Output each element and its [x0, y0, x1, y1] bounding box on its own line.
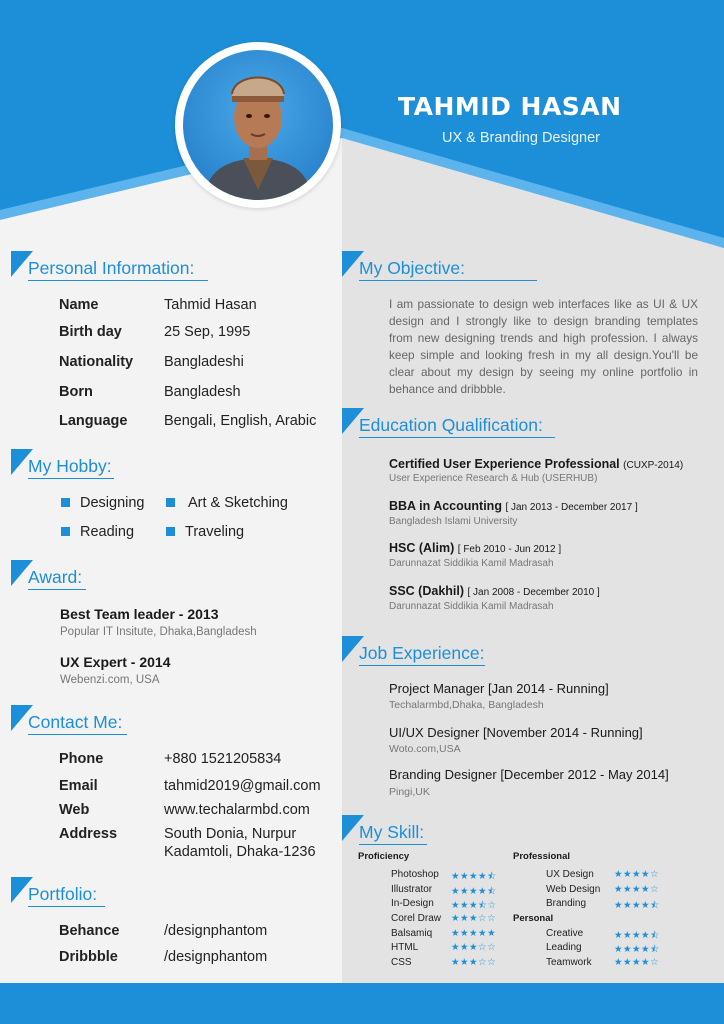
skill-name: HTML — [391, 942, 419, 953]
section-underline — [28, 734, 127, 735]
job-title — [389, 681, 609, 696]
contact-email[interactable]: tahmid2019@gmail.com — [164, 778, 321, 794]
skill-category-personal: Personal — [513, 913, 554, 924]
section-underline — [359, 280, 537, 281]
section-title: Portfolio: — [28, 884, 98, 904]
job-position: Branding Designer — [389, 767, 497, 782]
education-degree: SSC (Dakhil) — [389, 584, 465, 598]
hobby-item: Traveling — [185, 524, 245, 540]
education-degree: BBA in Accounting — [389, 499, 502, 513]
section-title: My Objective: — [359, 258, 465, 278]
job-position: Project Manager — [389, 681, 485, 696]
skill-rating-stars-icon: ★★★☆☆ — [451, 913, 497, 924]
personal-value-birthday: 25 Sep, 1995 — [164, 324, 251, 340]
skill-rating-stars-icon: ★★★★★ — [451, 928, 497, 939]
hobby-item: Reading — [80, 524, 135, 540]
resume-name: TAHMID HASAN — [398, 92, 622, 121]
skill-name: Illustrator — [391, 884, 433, 895]
skill-rating-stars-icon: ★★★★☆ — [614, 957, 660, 968]
contact-address-line1: South Donia, Nurpur — [164, 826, 297, 842]
section-underline — [359, 844, 427, 845]
job-period: [December 2012 - May 2014] — [500, 767, 669, 782]
resume-role: UX & Branding Designer — [442, 130, 600, 146]
section-underline — [28, 478, 114, 479]
job-company: Techalarmbd,Dhaka, Bangladesh — [389, 699, 544, 711]
skill-rating-stars-icon: ★★★★⯪ — [614, 944, 660, 955]
skill-name: Branding — [546, 898, 587, 909]
hobby-item: Art & Sketching — [188, 495, 288, 511]
job-company: Woto.com,USA — [389, 743, 461, 755]
personal-value-born: Bangladesh — [164, 384, 241, 400]
education-degree: HSC (Alim) — [389, 541, 455, 555]
bullet-square-icon — [166, 527, 175, 536]
section-title: Job Experience: — [359, 643, 485, 663]
bullet-square-icon — [61, 527, 70, 536]
contact-address-line2: Kadamtoli, Dhaka-1236 — [164, 844, 316, 860]
objective-text: I am passionate to design web interfaces like as UI & UX design and I strongly like to design branding templates from new designing trends and high profession. I always keep simple and looking fresh in my all design.You'll be clear about my design by seeing my online portfolio in behance and dribbble. — [389, 297, 698, 396]
personal-key-born: Born — [59, 384, 93, 400]
portfolio-key-dribbble: Dribbble — [59, 949, 118, 965]
personal-key-name: Name — [59, 297, 99, 313]
job-company: Pingi,UK — [389, 786, 430, 798]
skill-rating-stars-icon: ★★★★⯪ — [614, 900, 660, 911]
personal-key-language: Language — [59, 413, 128, 429]
job-period: [Jan 2014 - Running] — [488, 681, 609, 696]
job-title — [389, 767, 669, 782]
section-underline — [359, 437, 555, 438]
education-extra: (CUXP-2014) — [623, 460, 684, 471]
education-extra: [ Feb 2010 - Jun 2012 ] — [457, 544, 562, 555]
skill-category-proficiency: Proficiency — [358, 851, 410, 862]
skill-name: Balsamiq — [391, 928, 433, 939]
award-title: Best Team leader - 2013 — [60, 606, 219, 622]
section-title: Contact Me: — [28, 712, 123, 732]
personal-value-name: Tahmid Hasan — [164, 297, 257, 313]
education-title — [389, 541, 561, 555]
portfolio-link-dribbble[interactable]: /designphantom — [164, 949, 268, 965]
section-title: My Skill: — [359, 822, 425, 842]
skill-name: In-Design — [391, 898, 434, 909]
skill-name: Web Design — [546, 884, 601, 895]
award-subtitle: Popular IT Insitute, Dhaka,Bangladesh — [60, 626, 257, 638]
skill-name: UX Design — [546, 869, 594, 880]
skill-rating-stars-icon: ★★★★☆ — [614, 884, 660, 895]
footer-bar — [0, 983, 724, 1024]
contact-web[interactable]: www.techalarmbd.com — [164, 802, 310, 818]
education-degree: Certified User Experience Professional — [389, 457, 620, 471]
job-position: UI/UX Designer — [389, 725, 480, 740]
skill-category-professional: Professional — [513, 851, 571, 862]
bullet-square-icon — [166, 498, 175, 507]
award-title: UX Expert - 2014 — [60, 654, 171, 670]
personal-value-language: Bengali, English, Arabic — [164, 413, 317, 429]
award-subtitle: Webenzi.com, USA — [60, 674, 160, 686]
portfolio-key-behance: Behance — [59, 923, 120, 939]
education-title — [389, 584, 600, 598]
skill-rating-stars-icon: ★★★★⯪ — [451, 886, 497, 897]
education-institution: Darunnazat Siddikia Kamil Madrasah — [389, 601, 554, 612]
education-extra: [ Jan 2013 - December 2017 ] — [505, 502, 638, 513]
section-underline — [28, 280, 208, 281]
job-title — [389, 725, 643, 740]
contact-key-email: Email — [59, 778, 98, 794]
portfolio-link-behance[interactable]: /designphantom — [164, 923, 268, 939]
contact-key-phone: Phone — [59, 751, 104, 767]
section-underline — [28, 589, 86, 590]
contact-phone[interactable]: +880 1521205834 — [164, 751, 282, 767]
section-title: Education Qualification: — [359, 415, 543, 435]
education-title — [389, 457, 683, 471]
skill-rating-stars-icon: ★★★★☆ — [614, 869, 660, 880]
skill-rating-stars-icon: ★★★★⯪ — [451, 871, 497, 882]
header-background — [0, 0, 724, 260]
personal-key-nationality: Nationality — [59, 354, 134, 370]
education-institution: Bangladesh Islami University — [389, 516, 518, 527]
education-institution: Darunnazat Siddikia Kamil Madrasah — [389, 558, 554, 569]
profile-photo — [183, 50, 333, 200]
profile-photo-frame — [175, 42, 341, 208]
hobby-item: Designing — [80, 495, 145, 511]
contact-key-web: Web — [59, 802, 90, 818]
section-title: Personal Information: — [28, 258, 195, 278]
skill-name: Corel Draw — [391, 913, 442, 924]
skill-name: Photoshop — [391, 869, 439, 880]
skill-rating-stars-icon: ★★★★⯪ — [614, 930, 660, 941]
skill-name: Creative — [546, 928, 584, 939]
section-title: My Hobby: — [28, 456, 112, 476]
skill-name: Teamwork — [546, 957, 592, 968]
section-title: Award: — [28, 567, 83, 587]
bullet-square-icon — [61, 498, 70, 507]
skill-rating-stars-icon: ★★★☆☆ — [451, 957, 497, 968]
education-institution: User Experience Research & Hub (USERHUB) — [389, 473, 598, 484]
skill-name: CSS — [391, 957, 412, 968]
job-period: [November 2014 - Running] — [482, 725, 643, 740]
section-underline — [359, 665, 485, 666]
education-extra: [ Jan 2008 - December 2010 ] — [467, 587, 600, 598]
skill-rating-stars-icon: ★★★⯪☆ — [451, 900, 497, 911]
section-underline — [28, 906, 105, 907]
personal-key-birthday: Birth day — [59, 324, 122, 340]
personal-value-nationality: Bangladeshi — [164, 354, 244, 370]
contact-key-address: Address — [59, 826, 118, 842]
skill-rating-stars-icon: ★★★☆☆ — [451, 942, 497, 953]
education-title — [389, 499, 638, 513]
skill-name: Leading — [546, 942, 582, 953]
